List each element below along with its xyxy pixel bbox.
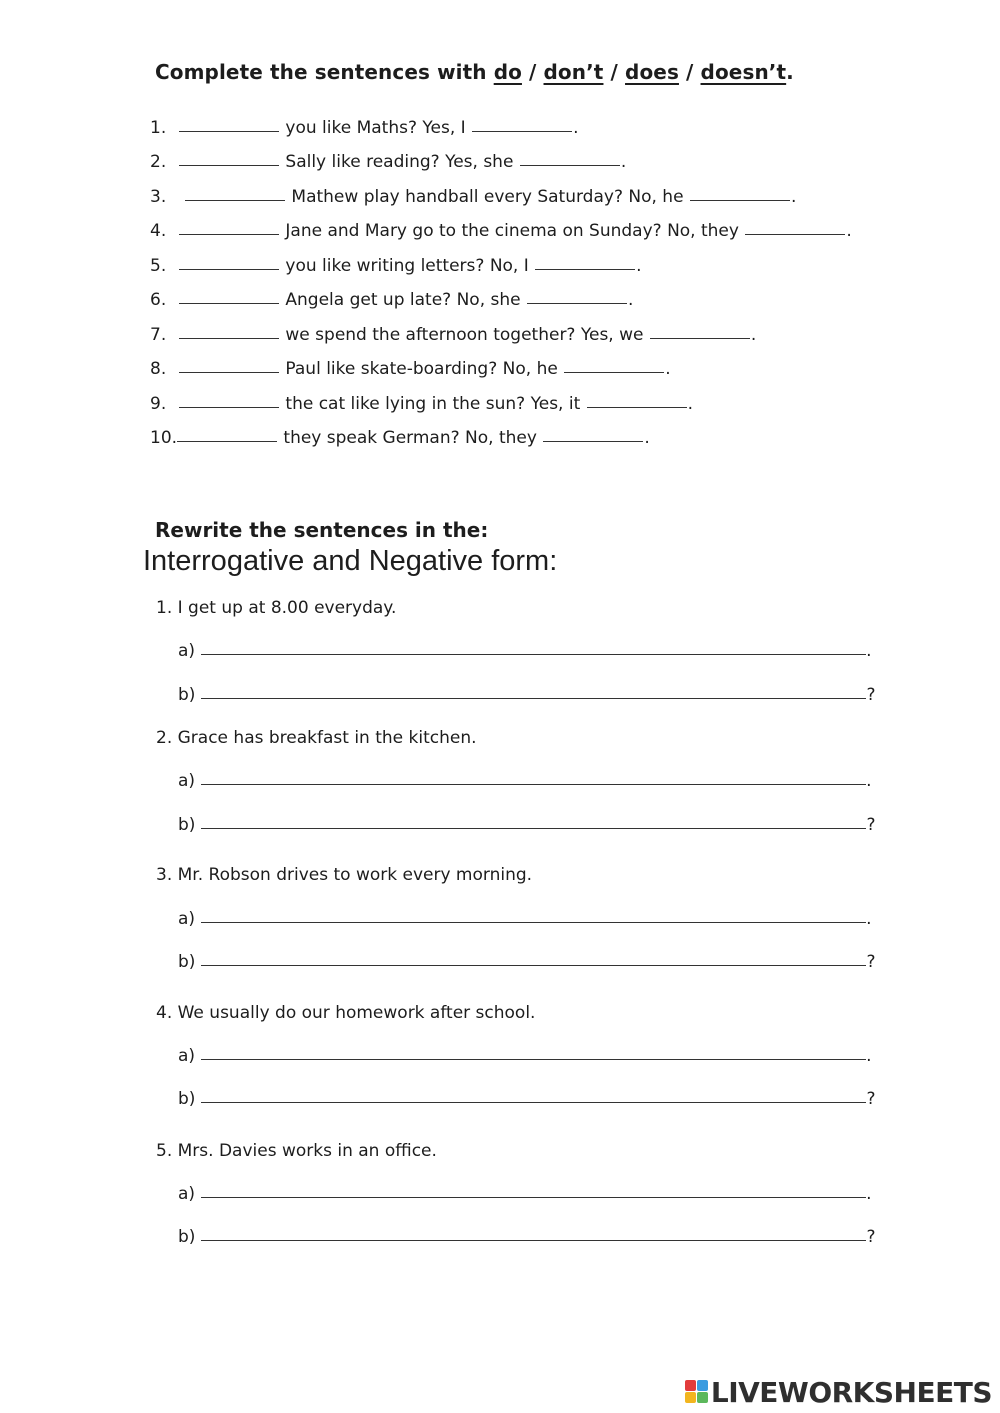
answer-line-b: b) ?: [178, 1227, 876, 1247]
answer-blank[interactable]: [179, 406, 279, 408]
answer-input[interactable]: [201, 783, 866, 785]
answer-blank[interactable]: [185, 199, 285, 201]
exercise2-sentence: 2. Grace has breakfast in the kitchen.: [156, 728, 477, 748]
exercise2-sentence: 1. I get up at 8.00 everyday.: [156, 598, 397, 618]
option-dont: don’t: [543, 60, 604, 84]
answer-blank[interactable]: [535, 268, 635, 270]
answer-line-b: b) ?: [178, 815, 876, 835]
exercise2-sentence: 4. We usually do our homework after school.: [156, 1003, 536, 1023]
list-item: 9. the cat like lying in the sun? Yes, it .: [150, 394, 694, 414]
answer-input[interactable]: [201, 827, 866, 829]
answer-blank[interactable]: [179, 268, 279, 270]
answer-line-a: a) .: [178, 1046, 872, 1066]
answer-blank[interactable]: [179, 130, 279, 132]
answer-blank[interactable]: [179, 302, 279, 304]
answer-blank[interactable]: [690, 199, 790, 201]
answer-blank[interactable]: [543, 440, 643, 442]
answer-line-a: a) .: [178, 1184, 872, 1204]
answer-line-a: a) .: [178, 641, 872, 661]
answer-blank[interactable]: [564, 371, 664, 373]
exercise2-subheading: Interrogative and Negative form:: [143, 545, 558, 577]
answer-input[interactable]: [201, 1058, 866, 1060]
exercise2-sentence: 5. Mrs. Davies works in an office.: [156, 1141, 437, 1161]
liveworksheets-logo[interactable]: [685, 1377, 992, 1407]
answer-line-a: a) .: [178, 771, 872, 791]
answer-line-a: a) .: [178, 909, 872, 929]
answer-blank[interactable]: [177, 440, 277, 442]
list-item: 2. Sally like reading? Yes, she .: [150, 152, 627, 172]
answer-blank[interactable]: [179, 233, 279, 235]
exercise2-sentence: 3. Mr. Robson drives to work every morning.: [156, 865, 533, 885]
option-do: do: [493, 60, 522, 84]
answer-input[interactable]: [201, 697, 866, 699]
answer-line-b: b) ?: [178, 685, 876, 705]
answer-input[interactable]: [201, 921, 866, 923]
answer-blank[interactable]: [527, 302, 627, 304]
exercise2-heading: Rewrite the sentences in the:: [155, 518, 489, 542]
answer-blank[interactable]: [179, 371, 279, 373]
option-doesnt: doesn’t: [700, 60, 787, 84]
answer-input[interactable]: [201, 1101, 866, 1103]
answer-blank[interactable]: [179, 164, 279, 166]
list-item: 10. they speak German? No, they .: [150, 428, 650, 448]
list-item: 1. you like Maths? Yes, I .: [150, 118, 579, 138]
answer-blank[interactable]: [650, 337, 750, 339]
list-item: 8. Paul like skate-boarding? No, he .: [150, 359, 671, 379]
exercise1-heading: Complete the sentences with do / don’t / does / doesn’t.: [155, 60, 794, 84]
answer-input[interactable]: [201, 964, 866, 966]
liveworksheets-brand-text: LIVEWORKSHEETS: [710, 1375, 992, 1409]
answer-input[interactable]: [201, 653, 866, 655]
answer-blank[interactable]: [520, 164, 620, 166]
answer-input[interactable]: [201, 1239, 866, 1241]
list-item: 3. Mathew play handball every Saturday? No, he .: [150, 187, 797, 207]
liveworksheets-logo-icon: [685, 1380, 709, 1404]
list-item: 6. Angela get up late? No, she .: [150, 290, 634, 310]
answer-blank[interactable]: [745, 233, 845, 235]
list-item: 7. we spend the afternoon together? Yes, we .: [150, 325, 757, 345]
list-item: 5. you like writing letters? No, I .: [150, 256, 642, 276]
list-item: 4. Jane and Mary go to the cinema on Sunday? No, they .: [150, 221, 852, 241]
answer-input[interactable]: [201, 1196, 866, 1198]
option-does: does: [625, 60, 679, 84]
answer-line-b: b) ?: [178, 1089, 876, 1109]
answer-blank[interactable]: [179, 337, 279, 339]
answer-blank[interactable]: [587, 406, 687, 408]
answer-line-b: b) ?: [178, 952, 876, 972]
answer-blank[interactable]: [472, 130, 572, 132]
